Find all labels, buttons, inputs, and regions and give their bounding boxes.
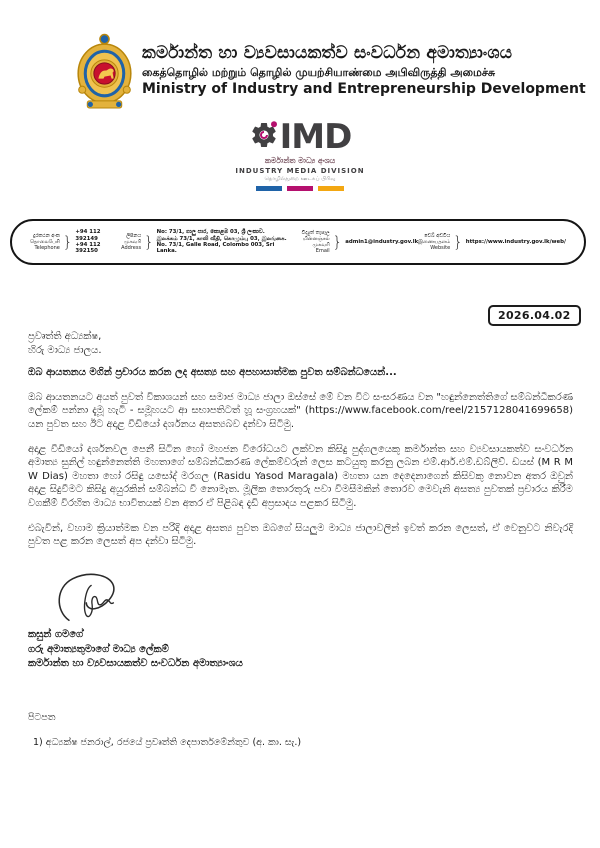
brace-glyph: } — [332, 232, 343, 251]
imd-subtitle-sinhala: කර්මාන්ත මාධ්‍ය අංශය — [264, 156, 336, 165]
address-value-si: No: 73/1, ගාලු පාර, කොළඹ 03, ශ්‍රී ලංකාව. — [156, 229, 265, 236]
brace-glyph: } — [62, 232, 73, 251]
letter-paragraph-1: ඔබ ආයතනයට අයත් පුවත් විකාශයන් සහ සමාජ මාධ්‍ය ජාලා ඔස්සේ මේ වන විට සංසරණය වන "හඳුන්නෙත්තිගේ සම්බන්ධීකරණ ලේකම් පන්නා දැමූ හැටි - සමූහයට ආ සභාපතිටත් හූ සංග්‍රහයක්" (https://www.facebook.com/reel/2157128041699658) යන පුවත සහ ඊට අදාළ වීඩියෝ දර්ශනය අසත්‍යබව දන්වා සිටිමු. — [28, 391, 573, 430]
contact-website — [418, 233, 566, 251]
signatory-block — [28, 628, 243, 672]
recipient-line-1: ප්‍රවෘත්ති අධ්‍යක්ෂ, — [28, 331, 102, 342]
ministry-title-english: Ministry of Industry and Entrepreneurship Development — [142, 81, 586, 97]
address-label-si: ලිපිනය — [126, 233, 142, 239]
website-label-si: වෙබ් අඩවිය — [424, 233, 451, 239]
address-label-ta: முகவரி — [123, 239, 142, 245]
email-address: admin1@industry.gov.lk — [345, 238, 419, 245]
ministry-header — [142, 42, 586, 99]
email-label-ta: மின்னஞ்சல் முகவரி — [302, 236, 330, 248]
email-label-si: විද්‍යුත් තැපෑල — [301, 230, 330, 236]
letter-date: 2026.04.02 — [488, 305, 581, 326]
website-url: https://www.industry.gov.lk/web/ — [465, 238, 567, 245]
telephone-label-en: Telephone — [34, 245, 60, 251]
contact-email — [289, 230, 418, 254]
website-label-en: Website — [430, 245, 451, 251]
signatory-organization: කර්මාන්ත හා ව්‍යවසායකත්ව සංවර්ධන අමාත්‍යාංශය — [28, 658, 243, 669]
brace-glyph: } — [453, 232, 463, 251]
address-value-ta: இலக்கம் 73/1, காலி வீதி, கொழும்பு 03, இலங்கை. — [156, 235, 287, 242]
imd-bar-blue — [256, 186, 282, 191]
handwritten-signature-icon — [50, 570, 142, 628]
imd-subtitle-tamil: தொழில்துறை ஊடகப் பிரிவு — [264, 176, 336, 182]
letter-paragraph-3: එබැවින්, වහාම ක්‍රියාත්මක වන පරිදි අදාළ අසත්‍ය පුවත ඔබගේ සියලුම මාධ්‍ය ජාලාවලින් ඉවත් කරන ලෙසත්, ඒ වෙනුවට නිවැරදි පුවත පළ කරන ලෙසත් අප දන්වා සිටිමු. — [28, 522, 573, 548]
telephone-number-1: +94 112 392149 — [75, 229, 101, 242]
imd-color-bars — [256, 186, 344, 191]
address-value-en: No. 73/1, Galle Road, Colombo 003, Sri Lanka. — [156, 242, 275, 255]
website-label-ta: இணையதளம் — [418, 239, 451, 245]
letter-subject: ඔබ ආයතනය මගින් ප්‍රචාරය කරන ලද අසත්‍ය සහ අපහාසාත්මක පුවත සම්බන්ධයෙන්... — [28, 367, 397, 379]
email-label-en: Email — [315, 248, 330, 254]
imd-bar-magenta — [287, 186, 313, 191]
imd-bar-yellow — [318, 186, 344, 191]
sri-lanka-emblem-icon — [73, 32, 136, 111]
telephone-label-ta: தொலைபேசி — [30, 239, 60, 245]
imd-logo — [0, 117, 600, 191]
ministry-title-tamil: கைத்தொழில் மற்றும் தொழில் முயற்சியாண்மை அபிவிருத்தி அமைச்சு — [142, 66, 496, 79]
contact-info-bar — [10, 219, 586, 265]
gear-icon — [249, 120, 279, 150]
recipient-line-2: හිරු මාධ්‍ය ජාලය. — [28, 344, 102, 356]
signatory-title: ගරු අමාත්‍යතුමාගේ මාධ්‍ය ලේකම් — [28, 643, 169, 655]
ministry-title-sinhala: කර්මාන්ත හා ව්‍යවසායකත්ව සංවර්ධන අමාත්‍යාංශය — [142, 43, 513, 63]
copies-item-1: 1) අධ්‍යක්ෂ ජනරාල්, රජයේ ප්‍රවෘත්ති දෙපාර්තමේන්තුව (අ. කා. සැ.) — [33, 737, 302, 748]
telephone-label-si: දුරකථන අංක — [33, 233, 60, 239]
copies-header: පිටපත — [28, 712, 56, 723]
signatory-name: කසුන් ගමගේ — [28, 629, 84, 640]
contact-telephone — [30, 229, 121, 255]
imd-subtitle-english: INDUSTRY MEDIA DIVISION — [235, 167, 365, 175]
brace-glyph: } — [144, 232, 154, 251]
telephone-number-2: +94 112 392150 — [75, 242, 101, 255]
imd-acronym: IMD — [279, 117, 352, 157]
address-label-en: Address — [121, 245, 142, 251]
letter-paragraph-2: අදාළ වීඩියෝ දර්ශනවල පෙනී සිටින හෝ මහජන විරෝධයට ලක්වන කිසිදු පුද්ගලයෙකු කර්මාන්ත සහ ව්‍යවසායකත්ව සංවර්ධන අමාත්‍ය සුනිල් හඳුන්නෙත්ති මහතාගේ සම්බන්ධීකරණ ලේකම්වරුන් ලෙස කටයුතු කරනු ලබන එම්.ආර්.එම්.ඩබ්ලිව්. ඩයස් (M R M W Dias) මහතා හෝ රසිඳු යසෝද් මරගල (Rasidu Yasod Maragala) මහතා යන දෙදෙනාගෙන් කිසිවකු නොවන අතර ඔවුන් අදාළ සිදුවීමට කිසිදු අයුරකින් සම්බන්ධ වී නොමැත. මූලික තොරතුරු පවා විමසීමකින් තොරව මෙවැනි අසත්‍ය පුවතක් ප්‍රචාරය කිරීම වගකීම් විරහිත මාධ්‍ය භාවිතයක් වන අතර ඒ පිළිබඳ දැඩි අප්‍රසාදය පළකර සිටිමු. — [28, 443, 573, 509]
letter-body — [28, 330, 573, 560]
contact-address — [121, 229, 289, 255]
